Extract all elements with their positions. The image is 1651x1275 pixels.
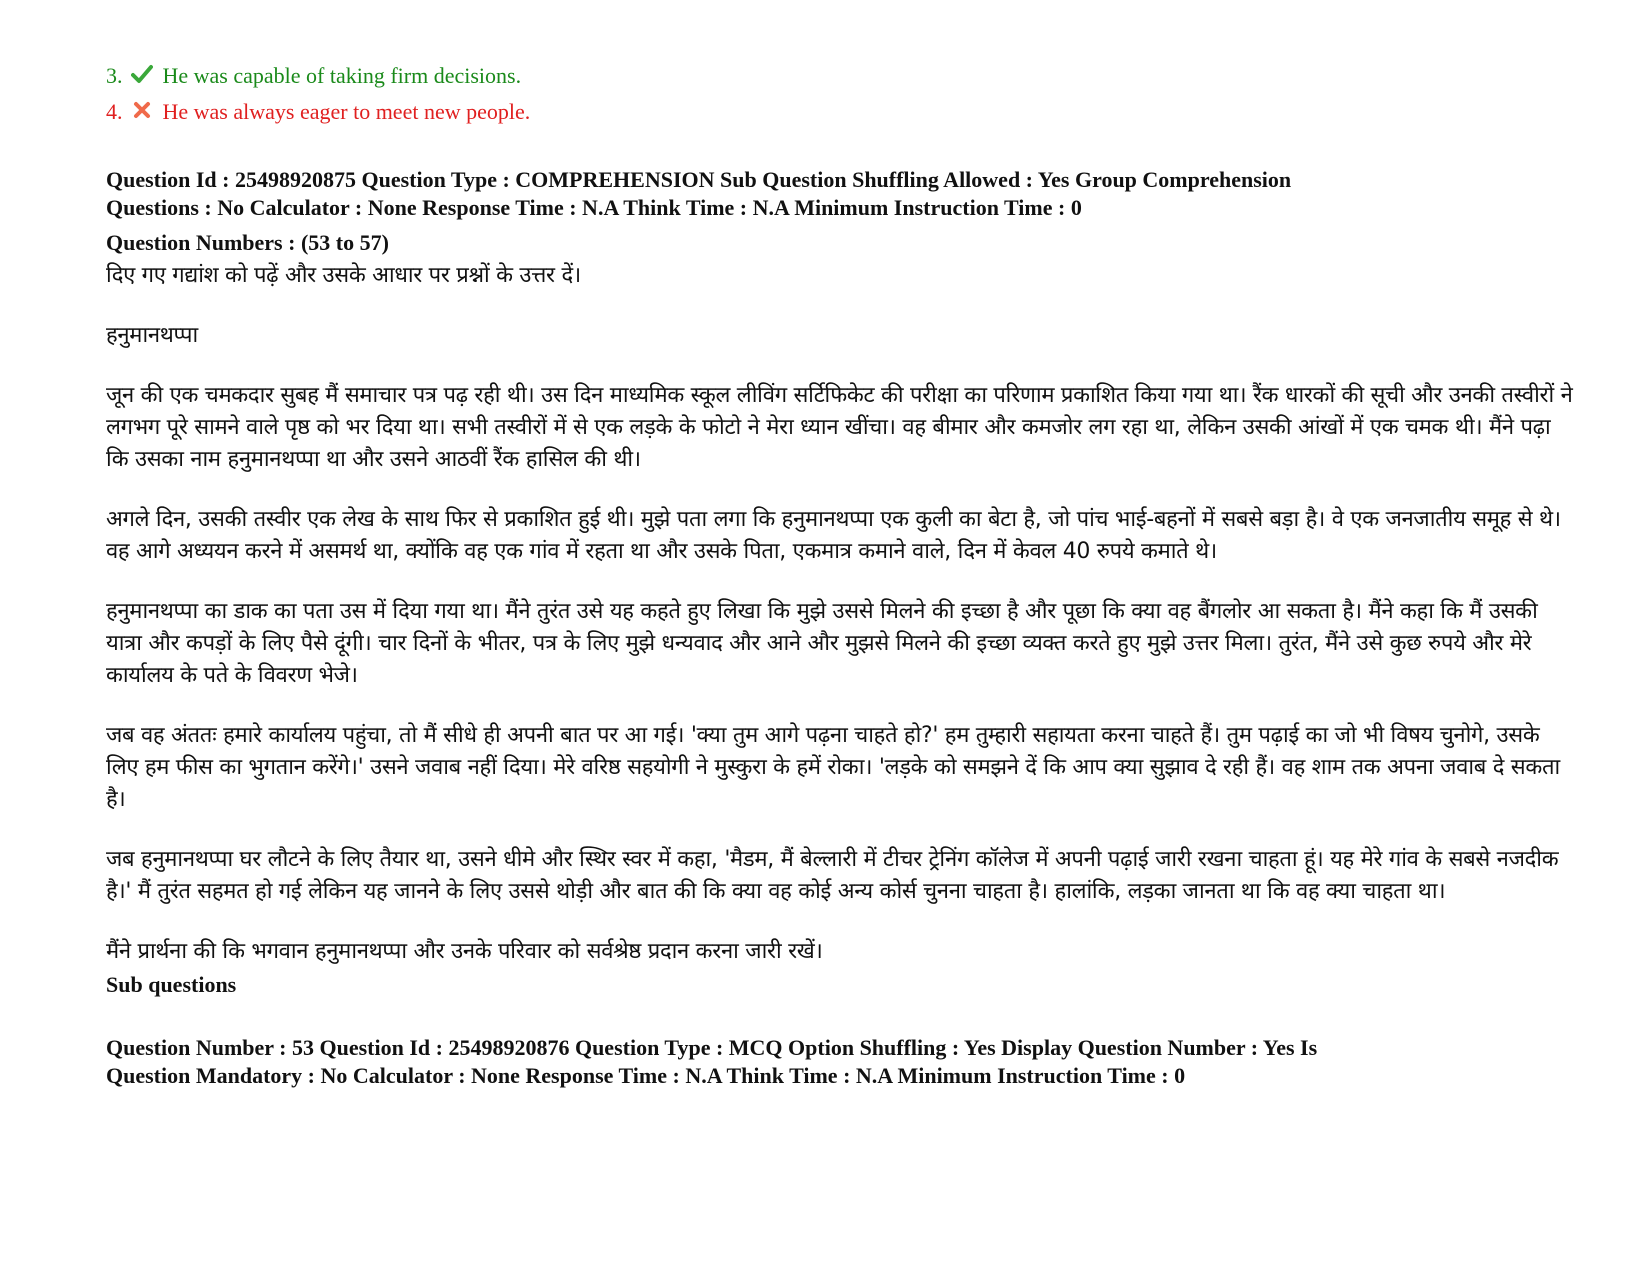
question-53-meta-line-2: Question Mandatory : No Calculator : None Response Time : N.A Think Time : N.A Minimum Instruction Time : 0 xyxy=(106,1063,1186,1088)
option-3 xyxy=(106,58,1576,94)
comprehension-meta-line-2: Questions : No Calculator : None Response Time : N.A Think Time : N.A Minimum Instruction Time : 0 xyxy=(106,195,1082,220)
passage-paragraph: जून की एक चमकदार सुबह मैं समाचार पत्र पढ़ रही थी। उस दिन माध्यमिक स्कूल लीविंग सर्टिफिकेट की परीक्षा का परिणाम प्रकाशित किया गया था। रैंक धारकों की सूची और उनकी तस्वीरों ने लगभग पूरे सामने वाले पृष्ठ को भर दिया था। सभी तस्वीरों में से एक लड़के के फोटो ने मेरा ध्यान खींचा। वह बीमार और कमजोर लग रहा था, लेकिन उसकी आंखों में एक चमक थी। मैंने पढ़ा कि उसका नाम हनुमानथप्पा था और उसने आठवीं रैंक हासिल की थी। xyxy=(106,383,1573,472)
option-number: 4. xyxy=(106,99,123,124)
option-number: 3. xyxy=(106,63,123,88)
cross-icon xyxy=(131,96,153,118)
passage-title: हनुमानथप्पा xyxy=(106,323,198,348)
sub-questions-label: Sub questions xyxy=(106,972,237,997)
document-page xyxy=(106,58,1576,1090)
passage-paragraph: जब हनुमानथप्पा घर लौटने के लिए तैयार था, उसने धीमे और स्थिर स्वर में कहा, 'मैडम, मैं बेल्लारी में टीचर ट्रेनिंग कॉलेज में अपनी पढ़ाई जारी रखना चाहता हूं। यह मेरे गांव के सबसे नजदीक है।' मैं तुरंत सहमत हो गई लेकिन यह जानने के लिए उससे थोड़ी और बात की कि क्या वह कोई अन्य कोर्स चुनना चाहता है। हालांकि, लड़का जानता था कि वह क्या चाहता था। xyxy=(106,847,1559,904)
closing-line: मैंने प्रार्थना की कि भगवान हनुमानथप्पा और उनके परिवार को सर्वश्रेष्ठ प्रदान करना जारी रखें। xyxy=(106,939,823,964)
question-53-meta-line-1: Question Number : 53 Question Id : 25498920876 Question Type : MCQ Option Shuffling : Yes Display Question Number : Yes Is xyxy=(106,1035,1318,1060)
passage-paragraph: हनुमानथप्पा का डाक का पता उस में दिया गया था। मैंने तुरंत उसे यह कहते हुए लिखा कि मुझे उससे मिलने की इच्छा है और पूछा कि क्या वह बैंगलोर आ सकता है। मैंने कहा कि मैं उसकी यात्रा और कपड़ों के लिए पैसे दूंगी। चार दिनों के भीतर, पत्र के लिए मुझे धन्यवाद और आने और मुझसे मिलने की इच्छा व्यक्त करते हुए मुझे उत्तर मिला। तुरंत, मैंने उसे कुछ रुपये और मेरे कार्यालय के पते के विवरण भेजे। xyxy=(106,599,1538,688)
passage-paragraph: जब वह अंततः हमारे कार्यालय पहुंचा, तो मैं सीधे ही अपनी बात पर आ गई। 'क्या तुम आगे पढ़ना चाहते हो?' हम तुम्हारी सहायता करना चाहते हैं। तुम पढ़ाई का जो भी विषय चुनोगे, उसके लिए हम फीस का भुगतान करेंगे।' उसने जवाब नहीं दिया। मेरे वरिष्ठ सहयोगी ने मुस्कुरा के हमें रोका। 'लड़के को समझने दें कि आप क्या सुझाव दे रही हैं। वह शाम तक अपना जवाब दे सकता है। xyxy=(106,723,1560,812)
passage-paragraph: अगले दिन, उसकी तस्वीर एक लेख के साथ फिर से प्रकाशित हुई थी। मुझे पता लगा कि हनुमानथप्पा एक कुली का बेटा है, जो पांच भाई-बहनों में सबसे बड़ा है। वे एक जनजातीय समूह से थे। वह आगे अध्ययन करने में असमर्थ था, क्योंकि वह एक गांव में रहता था और उसके पिता, एकमात्र कमाने वाले, दिन में केवल 40 रुपये कमाते थे। xyxy=(106,507,1561,564)
option-text: He was capable of taking firm decisions. xyxy=(162,63,522,88)
comprehension-meta-line-1: Question Id : 25498920875 Question Type : COMPREHENSION Sub Question Shuffling Allowed : Yes Group Comprehension xyxy=(106,167,1292,192)
option-4 xyxy=(106,94,1576,130)
instruction-text: दिए गए गद्यांश को पढ़ें और उसके आधार पर प्रश्नों के उत्तर दें। xyxy=(106,263,581,288)
check-icon xyxy=(131,60,153,82)
question-numbers: Question Numbers : (53 to 57) xyxy=(106,230,389,255)
option-text: He was always eager to meet new people. xyxy=(162,99,531,124)
